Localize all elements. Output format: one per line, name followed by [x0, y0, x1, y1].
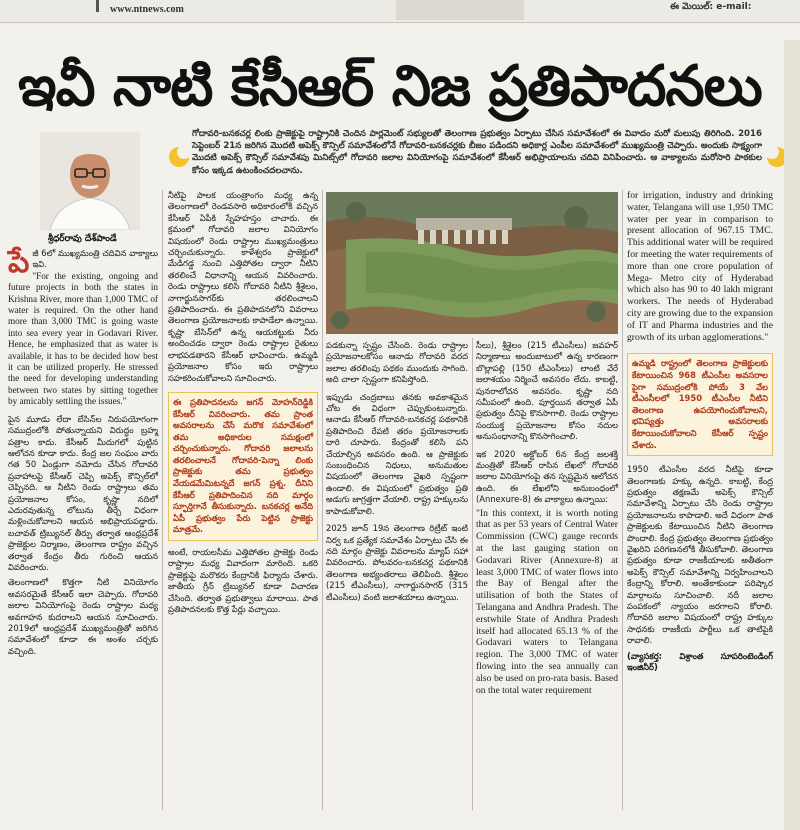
- col2-paragraph-1: నీటిపై పాలక యంత్రాంగం మధ్య ఉన్న తెలంగాణలో రెండవసారి అధికారంలోకి వచ్చిన కేసీఆర్ ఏపీకి స్నేహహస్తం చాచారు. ఈ క్రమంలో గోదావరి జలాల వినియోగం విషయంలో రెండు రాష్ట్రాల ముఖ్యమంత్రులు చర్చించుకున్నారు. కాళేశ్వరం ప్రాజెక్టులో మేడిగడ్డ నుంచి ఎత్తిపోతల ద్వారా నీటిని తరలించే విధానాన్ని ఆయన వివరించారు. రెండు రాష్ట్రాలు కలిసి గోదావరి నీటిని శ్రీశైలం, నాగార్జునసాగర్‌కు తరలించాలని ప్రతిపాదించారు. ఈ ప్రతిపాదనలోని వివరాలు తెలంగాణ ప్రయోజనాలకు కాపాడేలా ఉన్నాయి. కృష్ణా బేసిన్‌లో ఉన్న ఆయకట్టుకు నీరు అందించడం ద్వారా రెండు రాష్ట్రాల రైతులు లాభపడతారని కేసీఆర్ భావించారు. ఉమ్మడి ప్రయోజనాల కోసం ఇరు రాష్ట్రాలు సహకరించుకోవాలని సూచించారు.: [168, 190, 318, 383]
- col3-paragraph-3: 2025 జూన్ 19న తెలంగాణ రిట్రీట్ ఇంటి నిర్వ ఒక ప్రత్యేక సమావేశం ఏర్పాటు చేసి ఈ నది మార్గం ప్రాజెక్టు వివరాలను మ్యాప్ సహా వివరించారు. పోలవరం-బనకచర్ల పథకానికి తెలంగాణ అభ్యంతరాలు తెలిపింది. శ్రీశైలం (215 టీఎంసీలు), నాగార్జునసాగర్ (315 టీఎంసీలు) వంటి జలాశయాలు ఉన్నాయి.: [326, 523, 468, 602]
- col1-paragraph-3: తెలంగాణలో కొత్తగా నీటి వినియోగం అవసరమైతే కేసీఆర్ ఇలా చెప్పారు. గోదావరి జలాల వినియోగంపై రెండు రాష్ట్రాల మధ్య అవగాహన కుదరాలని ఆయన సూచించారు. 2019లో ఆంధ్రప్రదేశ్ ముఖ్యమంత్రితో జరిగిన సమావేశంలో కూడా ఈ అంశం చర్చకు వచ్చింది.: [8, 577, 158, 656]
- column-rule: [162, 190, 163, 810]
- column-4: [476, 340, 618, 696]
- column-5: [627, 190, 773, 673]
- col1-lead-text: జీ 6లో ముఖ్యమంత్రి చదివిన వాక్యాలు ఇవి.: [32, 248, 158, 270]
- headline: ఇవీ నాటి కేసీఆర్ నిజ ప్రతిపాదనలు: [18, 54, 762, 119]
- column-rule: [472, 338, 473, 810]
- col5-quote-en: for irrigation, industry and drinking water, Telangana will use 1,950 TMC water per year in comparison to present allocation of 967.15 TMC. This additional water will be required for meeting the water requirements of more than one crore population of Mega- Metro city of Hyderabad which also has 90 to 40 lakh migrant workers. The needs of Hyderabad city are growing due to the expansion of IT and Pharma industries and the growth of its urban agglomerations.": [627, 190, 773, 343]
- column-2: [168, 190, 318, 615]
- col1-lead: [8, 245, 158, 280]
- col3-paragraph-2: ఇప్పుడు చంద్రబాబు తనకు అవకాశమైన చోట ఈ విధంగా చెప్పుకుంటున్నారు. ఆనాడు కేసీఆర్ గోదావరి-బనకచర్ల పథకానికి ప్రతిపాదించి రేపటి తరం ప్రయోజనాలకు దారి చూపారు. కేంద్రంతో కలిసి పని చేయాల్సిన అవసరం ఉంది. ఆ ప్రాజెక్టుకు సంబంధించిన నిధులు, అనుమతుల విషయంలో తెలంగాణ వైఖరి స్పష్టంగా ఉండాలి. ఈ విషయంలో ప్రభుత్వం ప్రతి అడుగు జాగ్రత్తగా వేయాలి. రాష్ట్ర హక్కులను కాపాడుకోవాలి.: [326, 391, 468, 516]
- bullet-decoration-left-icon: [168, 140, 190, 174]
- dam-reservoir-illustration-icon: [326, 192, 618, 334]
- column-rule: [622, 190, 623, 810]
- author-portrait-icon: [40, 132, 140, 230]
- col1-paragraph-2: పైన మూడు లేదా బేసిన్‌ల నిరుపయోగంగా సముద్రంలోకి పోతున్నాయని విరుద్ధం బ్రహ్మ పత్రాల కాదు. కేసీఆర్ మీదుగలో పుట్టిన ఆలోచన కూడా కాదు. కేంద్ర జల సంఘం వారు గత 50 ఏండ్లుగా నమోదు చేసిన గోదావరి ప్రవాహాలపై కేసీఆర్ చెప్పి అపెక్స్ కౌన్సిల్‌లో చెప్పినది. ఆ నీటిని రెండు రాష్ట్రాలు తమ ప్రయోజనాల కోసం, కృష్ణా నదిలో ఎదురవుతున్న లోటును తీర్చే విధంగా మళ్లించుకోవాలని ఆయన అభిప్రాయపడ్డారు. బచావత్ ట్రిబ్యునల్ తీర్పు తర్వాత ఆంధ్రప్రదేశ్ ప్రాజెక్టుల నిర్మాణం, తెలంగాణ రాష్ట్రం వచ్చిన తర్వాత కేంద్రం తీరు గురించి ఆయన వివరించారు.: [8, 413, 158, 572]
- masthead-mark: [96, 0, 99, 12]
- masthead-email: ఈ మెయిల్: e-mail:: [670, 2, 752, 12]
- col2-paragraph-2: అంటే, రాయలసీమ ఎత్తిపోతల ప్రాజెక్టు రెండు రాష్ట్రాల మధ్య వివాదంగా మారింది. ఒకరి ప్రాజెక్టుపై మరొకరు కేంద్రానికి ఫిర్యాదు చేశారు. జాతీయ గ్రీన్ ట్రిబ్యునల్ కూడా విచారణ చేసింది. తర్వాత ప్రభుత్వాలు మారాయి. పాత ప్రతిపాదనలకు కొత్త పేర్లు వచ్చాయి.: [168, 547, 318, 615]
- col4-quote-en: "In this context, it is worth noting that as per 53 years of Central Water Commission (CWC) gauge records at the last gauging station on Godavari River (Annexure-8) at least 3,000 TMC of water flows into the Bay of Bengal after the utilisation of both the States of Telangana and Andhra Pradesh. The erstwhile State of Andhra Pradesh itself had allocated 65.13 % of the Godavari waters to Telangana region. The 3,000 TMC of water flowing into the sea annually can also be used on pro-rata basis. Based on the total water requirement: [476, 507, 618, 696]
- masthead-url: www.ntnews.com: [110, 4, 184, 15]
- col5-highlight-box: [627, 353, 773, 456]
- col1-quote-en: "For the existing, ongoing and future projects in both the states in Krishna River, more than 1,000 TMC of water is required. On the other hand more than 3,000 TMC is going waste into sea every year in Godavari River. Hence, he emphasized that as water is available, it has to be decided how best it can be utilized properly. He stressed the need for developing understanding between two states by sitting together by amicably settling the issues.": [8, 270, 158, 407]
- column-rule: [322, 190, 323, 810]
- column-3: [326, 340, 468, 603]
- author-photo: [40, 132, 140, 230]
- col5-highlight: ఉమ్మడి రాష్ట్రంలో తెలంగాణ ప్రాజెక్టులకు కేటాయించిన 968 టీఎంసీల అవసరాల పైగా సముద్రంలోకి పోయే 3 వేల టీఎంసీలలో 1950 టీఎంసీల నీటిని తెలంగాణ ఉపయోగించుకోవాలని, భవిష్యత్తు అవసరాలకు కేటాయించుకోవాలని కేసీఆర్ స్పష్టం చేశారు.: [632, 358, 768, 450]
- masthead-strip: [0, 0, 800, 23]
- author-credit: (వ్యాసకర్త: విశ్రాంత సూపరింటెండింగ్ ఇంజినీర్): [627, 650, 773, 673]
- col5-paragraph-1: 1950 టీఎంసీల వరద నీటిపై కూడా తెలంగాణకు హక్కు ఉన్నది. కాబట్టి, కేంద్ర ప్రభుత్వం తక్షణమే అపెక్స్ కౌన్సిల్ సమావేశాన్ని ఏర్పాటు చేసి రెండు రాష్ట్రాల ప్రయోజనాలను కాపాడాలి. అదే విధంగా పాత ప్రాజెక్టులకు కేటాయించిన నీటిని తెలంగాణ పొందాలి. కేంద్ర ప్రభుత్వం తెలంగాణ ప్రభుత్వం వైఖరిని పరిగణనలోకి తీసుకోవాలి. తెలంగాణ ప్రభుత్వం కూడా రాజకీయాలకు అతీతంగా అపెక్స్ కౌన్సిల్ సమావేశాన్ని నిర్వహించాలని కేంద్రాన్ని కోరాలి. అంతేకాకుండా పరిష్కార మార్గాలను సూచించాలి. నదీ జలాల పంపకంలో న్యాయం జరగాలని కోరాలి. గోదావరి జలాల విషయంలో రాష్ట్ర హక్కుల సాధనకు రాజకీయ పార్టీలు ఒక తాటిపైకి రావాలి.: [627, 464, 773, 646]
- column-1: [8, 245, 158, 657]
- col3-paragraph-1: పడకున్నా స్పష్టం చేసింది. రెండు రాష్ట్రాల ప్రయోజనాలకోసం ఆనాడు గోదావరి వరద జలాల తరలింపు పథకం ముందుకు సాగింది. అది చాలా స్పష్టంగా కనిపిస్తోంది.: [326, 340, 468, 385]
- drop-cap: పే: [8, 245, 30, 280]
- col4-paragraph-1: సీలు), శ్రీశైలం (215 టీఎంసీలు) జవహర్ నిర్మాణాలు అందుబాటులో ఉన్న కారణంగా బొల్లాపల్లి (150 టీఎంసీలు) లాంటి వేరే జలాశయం నిర్మించే అవసరం లేదు. కాబట్టి, పునరాలోచన అవసరం. కృష్ణా నది సమీపంలో ఉంది. పూర్తయిన తర్వాత ఏపీ ప్రభుత్వం దీనిపై కొనసాగాలి. రెండు రాష్ట్రాల సంయుక్త ప్రయోజనాల కోసం నదుల అనుసంధానాన్ని కొనసాగించాలి.: [476, 340, 618, 442]
- dam-photo: [326, 192, 618, 334]
- col4-paragraph-2: ఇక 2020 అక్టోబర్ 6న కేంద్ర జలశక్తి మంత్రితో కేసీఆర్ రాసిన లేఖలో గోదావరి జలాల వినియోగంపై తన స్పష్టమైన ఆలోచన ఉంది. ఈ లేఖలోని అనుబంధంలో (Annexure-8) ఈ వాక్యాలు ఉన్నాయి:: [476, 448, 618, 505]
- adjacent-page-edge: [784, 40, 800, 830]
- masthead-box: [396, 0, 524, 20]
- intro-paragraph: గోదావరి-బనకచర్ల లింకు ప్రాజెక్టుపై రాష్ట్రానికి చెందిన పార్లమెంట్ సభ్యులతో తెలంగాణ ప్రభుత్వం ఏర్పాటు చేసిన సమావేశంలో ఈ వివాదం మరో మలుపు తిరిగింది. 2016 సెప్టెంబర్ 21న జరిగిన మొదటి అపెక్స్ కౌన్సిల్ సమావేశంలోనే గోదావరి-బనకచర్లకు బీజం పడిందని అధికార్ల ఎంపీల సమావేశంలో ముఖ్యమంత్రి చెప్పారు. అందుకు సాక్ష్యంగా మొదటి అపెక్స్ కౌన్సిల్ సమావేశపు మినిట్స్‌లో గోదావరి జలాల వినియోగంపై సమావేశంలో కేసీఆర్ అభిప్రాయాలను చదివి వినిపించారు. ఆ వాక్యాలను మరోసారి పాఠకుల కోసం ఇక్కడ ఉటంకించదలచాను.: [192, 129, 762, 176]
- author-name: శ్రీధర్‌రావు దేశ్‌పాండే: [48, 234, 117, 244]
- col2-highlight: ఈ ప్రతిపాదనలను జగన్ మోహన్‌రెడ్డికి కేసీఆర్ వివరించారు. తమ ప్రాంత అవసరాలను చేసే మరొక సమావేశంలో తమ అధికారుల సమక్షంలో చర్చించుకున్నారు. గోదావరి జలాలను తరలించాలనే గోదావరి-పెన్నా లింకు ప్రాజెక్టుకు తమ ప్రభుత్వం వేయడమేమిటన్నదే జగన్ ప్రశ్న. దీనిని కేసీఆర్ ప్రతిపాదించిన నది మార్గం స్ఫూర్తిగానే తీసుకున్నారు. బనకచర్ల అనేది ఏపీ ప్రభుత్వం పేరు పెట్టిన ప్రాజెక్టు మాత్రమే.: [173, 396, 313, 535]
- col2-highlight-box: [168, 392, 318, 541]
